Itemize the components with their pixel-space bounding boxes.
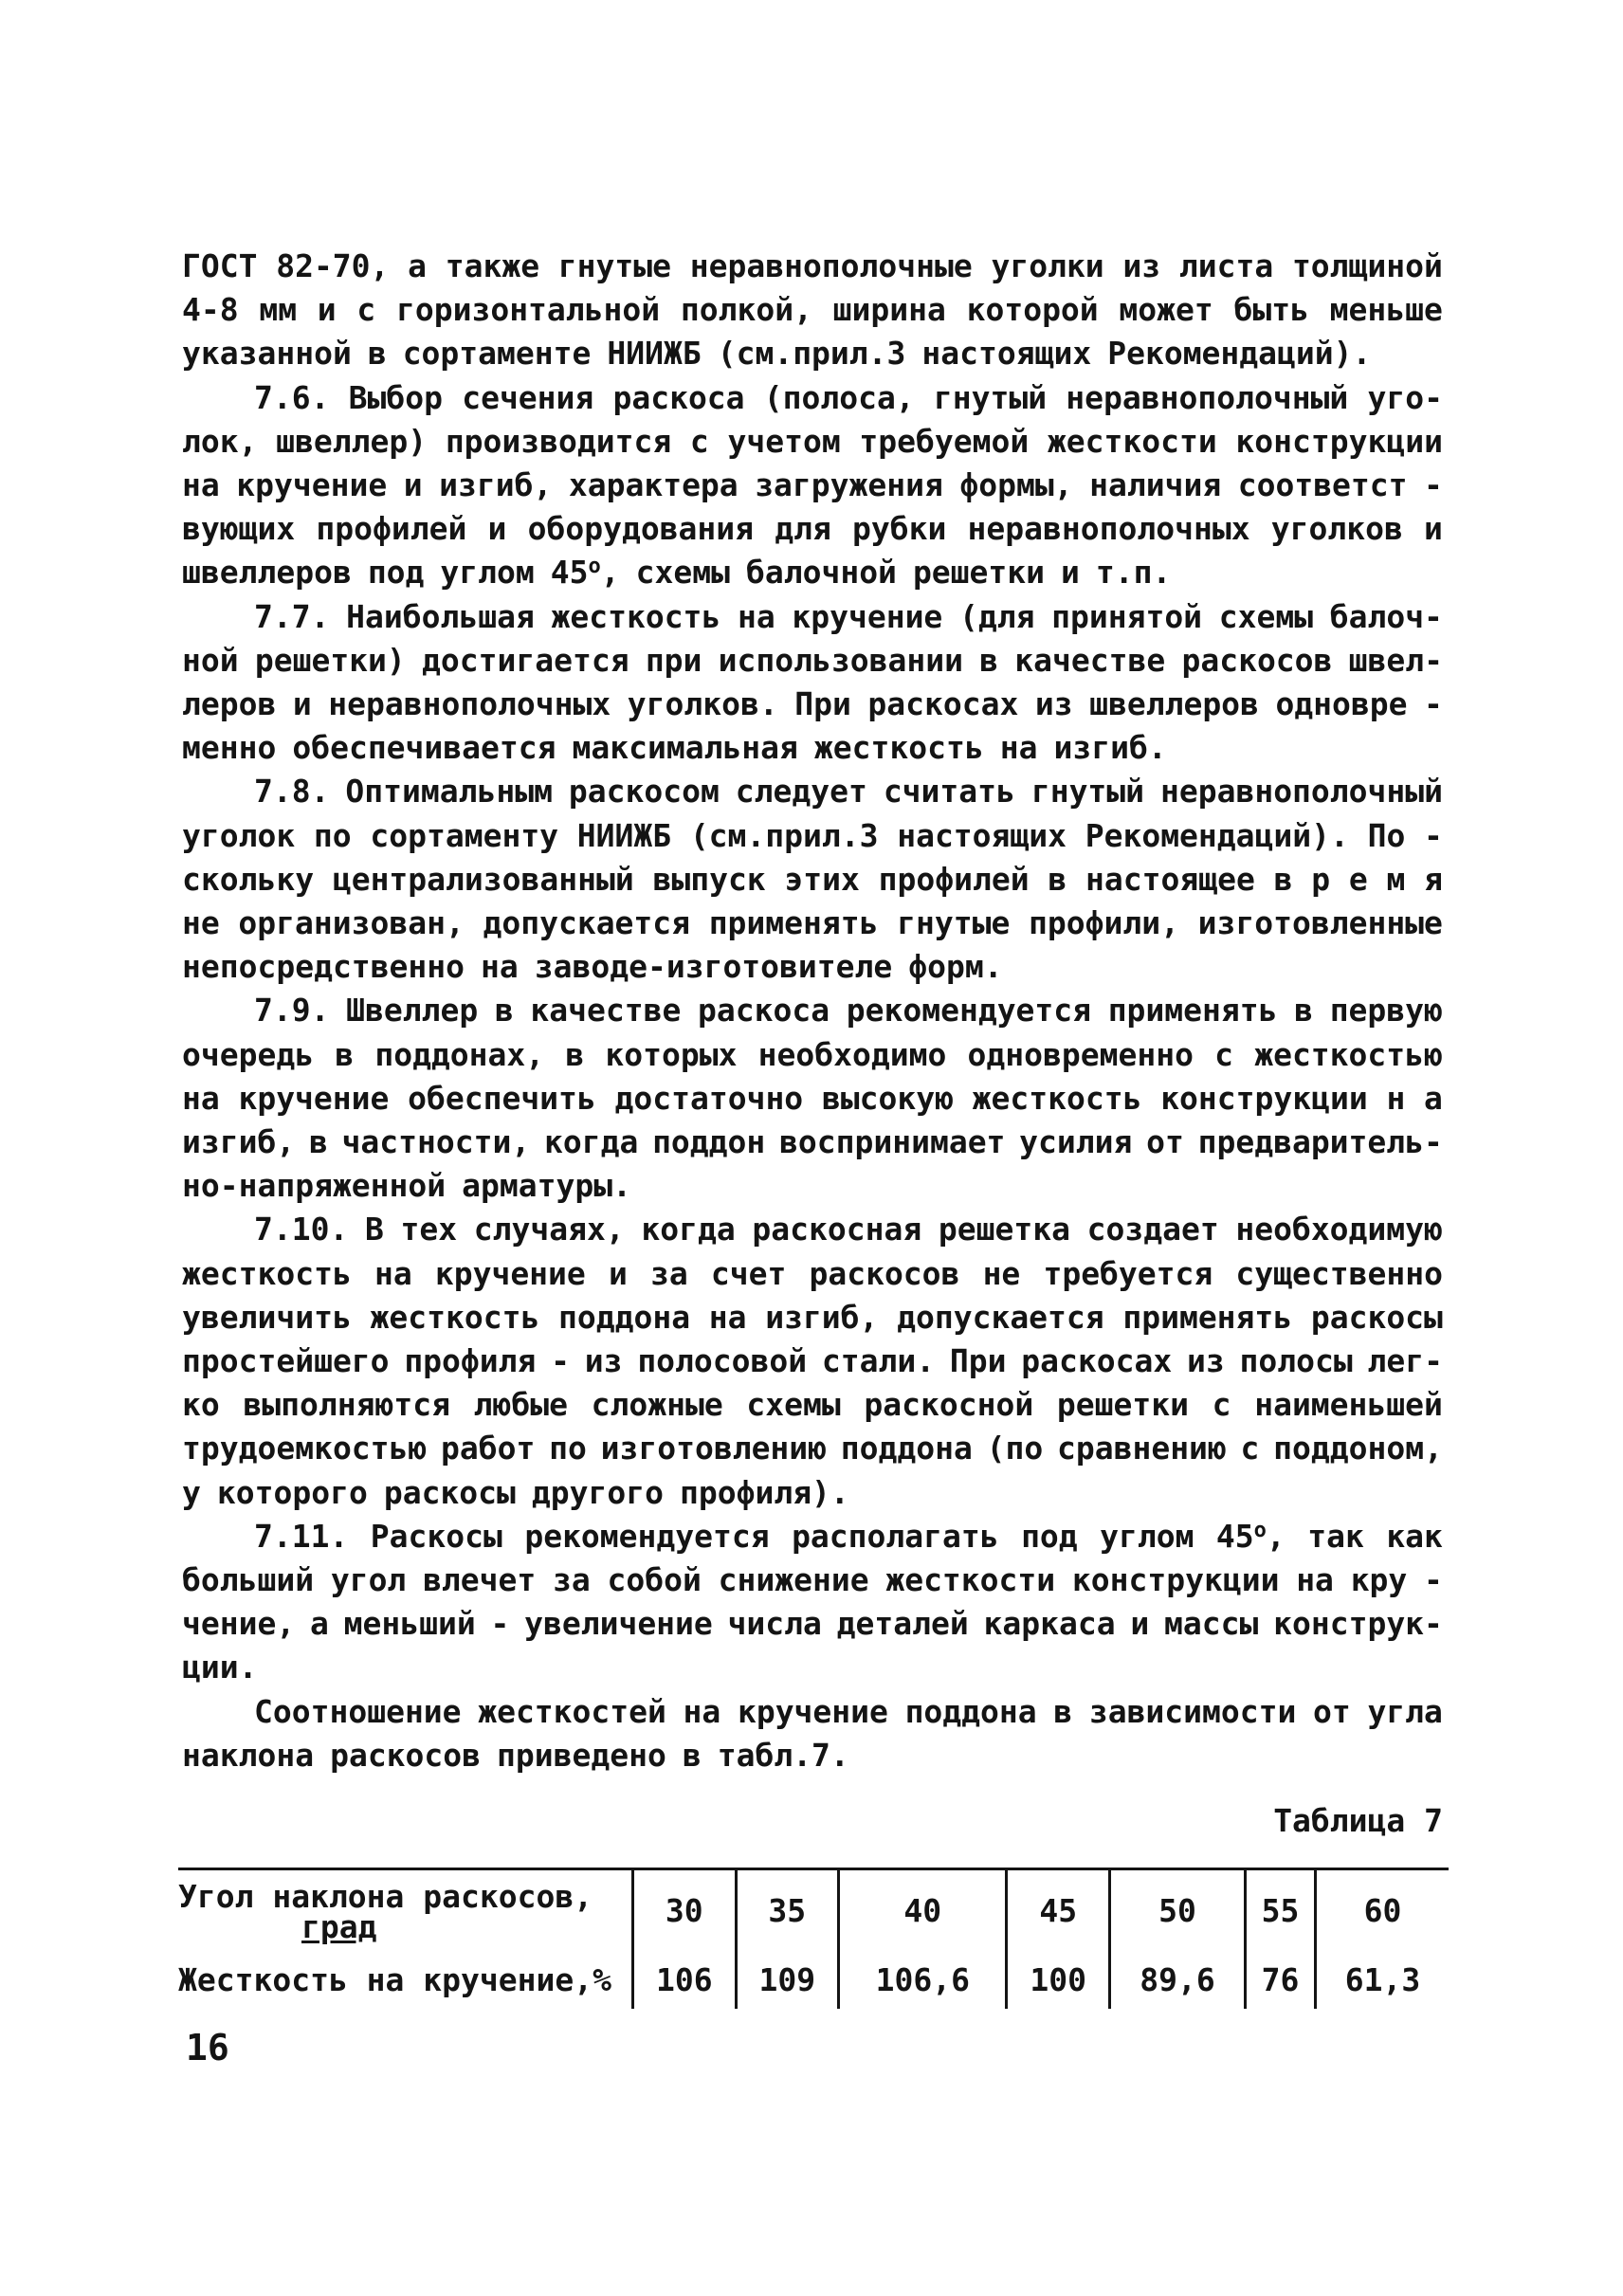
text-line: трудоемкостью работ по изготовлению поддона (по сравнению с поддоном, [182,1430,1443,1467]
text-line: швеллеров под углом 45$^o$, схемы балочной решетки и т.п. [182,554,1172,591]
page-number: 16 [186,2027,229,2068]
text-line: простейшего профиля - из полосовой стали. При раскосах из полосы лег- [182,1342,1443,1379]
text-line: на кручение и изгиб, характера загружения формы, наличия соответст - [182,466,1443,503]
angle-cell: 60 [1316,1870,1449,1950]
text-line: 7.11. Раскосы рекомендуется располагать под углом 45$^o$, так как [254,1518,1443,1555]
text-line: уголок по сортаменту НИИЖБ (см.прил.3 настоящих Рекомендаций). По - [182,817,1443,854]
text-line: жесткость на кручение и за счет раскосов не требуется существенно [182,1255,1443,1292]
text-line: указанной в сортаменте НИИЖБ (см.прил.3 настоящих Рекомендаций). [182,335,1372,372]
text-line: лок, швеллер) производится с учетом требуемой жесткости конструкции [182,423,1443,460]
angle-label-line1: Угол наклона раскосов, [178,1878,593,1915]
angle-cell: 30 [633,1870,737,1950]
text-line: больший угол влечет за собой снижение жесткости конструкции на кру - [182,1561,1443,1598]
table-7 [178,1868,1449,2009]
text-line: леров и неравнополочных уголков. При раскосах из швеллеров одновре - [182,685,1443,722]
text-line: 7.6. Выбор сечения раскоса (полоса, гнутый неравнополочный уго- [254,379,1443,416]
text-line: изгиб, в частности, когда поддон воспринимает усилия от предваритель- [182,1123,1443,1160]
text-line: но-напряженной арматуры. [182,1167,631,1204]
stiffness-cell: 106,6 [839,1950,1007,2009]
angle-cell: 55 [1245,1870,1315,1950]
text-line: менно обеспечивается максимальная жесткость на изгиб. [182,729,1167,766]
text-line: вующих профилей и оборудования для рубки неравнополочных уголков и [182,510,1443,547]
table-row-angle [178,1870,1449,1950]
text-line: на кручение обеспечить достаточно высокую жесткость конструкции н а [182,1080,1443,1117]
text-line: ко выполняются любые сложные схемы раскосной решетки с наименьшей [182,1386,1443,1423]
angle-cell: 40 [839,1870,1007,1950]
text-line: 4-8 мм и с горизонтальной полкой, ширина которой может быть меньше [182,291,1443,328]
angle-label-unit: град [301,1908,377,1945]
angle-label-cell [178,1870,633,1950]
text-line: скольку централизованный выпуск этих профилей в настоящее в р е м я [182,861,1443,898]
text-line: очередь в поддонах, в которых необходимо одновременно с жесткостью [182,1036,1443,1073]
text-line: наклона раскосов приведено в табл.7. [182,1737,849,1774]
text-line: 7.8. Оптимальным раскосом следует считать гнутый неравнополочный [254,773,1443,810]
stiffness-label-cell: Жесткость на кручение,% [178,1960,611,1998]
text-line: ГОСТ 82-70, а также гнутые неравнополочные уголки из листа толщиной [182,247,1443,284]
stiffness-cell: 61,3 [1316,1950,1449,2009]
text-line: 7.9. Швеллер в качестве раскоса рекомендуется применять в первую [254,992,1443,1029]
text-line: 7.7. Наибольшая жесткость на кручение (для принятой схемы балоч- [254,598,1443,635]
angle-cell: 45 [1007,1870,1110,1950]
text-line: чение, а меньший - увеличение числа деталей каркаса и массы конструк- [182,1605,1443,1642]
text-line: увеличить жесткость поддона на изгиб, допускается применять раскосы [182,1299,1443,1336]
text-line: ции. [182,1649,258,1686]
table-row-stiffness [178,1950,1449,2009]
stiffness-cell: 109 [736,1950,839,2009]
stiffness-cell: 76 [1245,1950,1315,2009]
stiffness-cell: 106 [633,1950,737,2009]
text-line: у которого раскосы другого профиля). [182,1474,849,1511]
stiffness-cell: 100 [1007,1950,1110,2009]
text-line: непосредственно на заводе-изготовителе форм. [182,948,1003,985]
angle-cell: 50 [1110,1870,1246,1950]
text-line: Соотношение жесткостей на кручение поддона в зависимости от угла [254,1693,1443,1730]
stiffness-cell: 89,6 [1110,1950,1246,2009]
text-line: не организован, допускается применять гнутые профили, изготовленные [182,904,1443,941]
text-line: 7.10. В тех случаях, когда раскосная решетка создает необходимую [254,1211,1443,1248]
text-line: ной решетки) достигается при использовании в качестве раскосов швел- [182,642,1443,679]
table-caption: Таблица 7 [1273,1802,1443,1839]
angle-cell: 35 [736,1870,839,1950]
